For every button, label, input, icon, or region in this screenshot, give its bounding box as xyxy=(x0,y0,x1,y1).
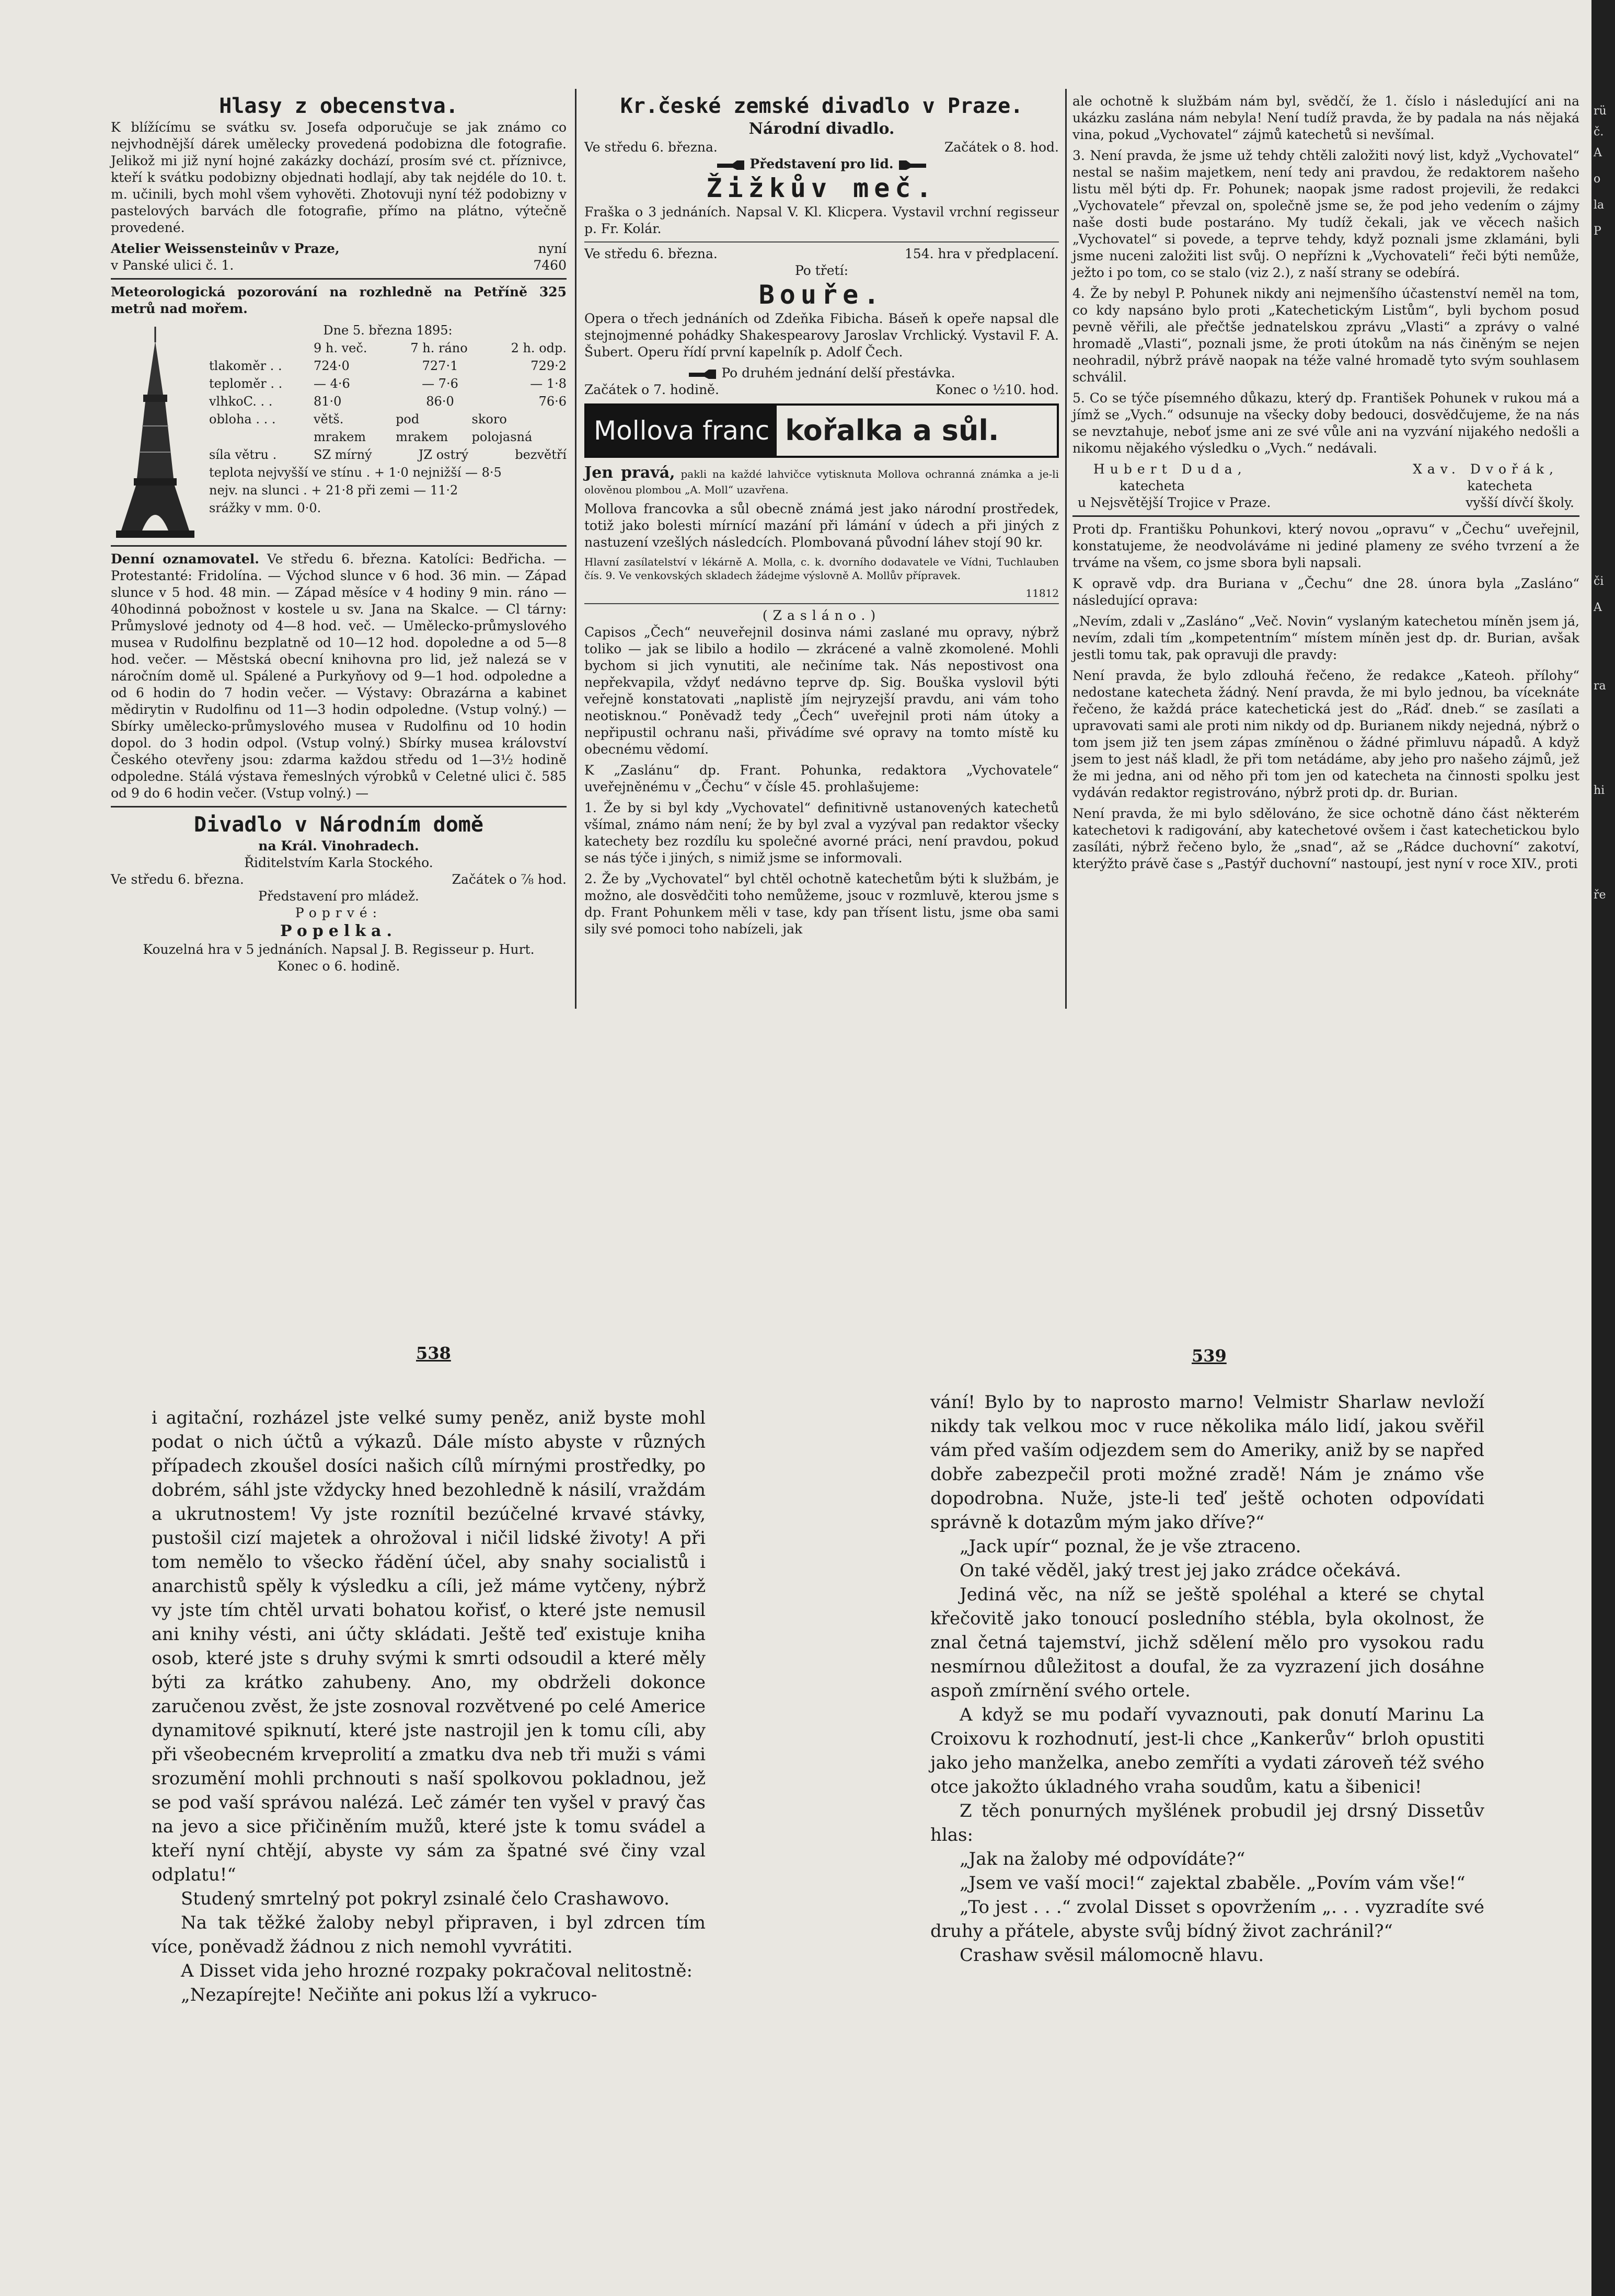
divadlo-first: Poprvé: xyxy=(295,905,383,920)
signature-role: katecheta xyxy=(1120,478,1185,493)
theatre-desc: Opera o třech jednáních od Zdeňka Fibicha. Báseň k opeře napsal dle stejnojmenné pohádky Shakespearovy Jaroslav Vrchlický. Vystavil F. A. Šubert. Operu řídí první kapelník p. Adolf Čech. xyxy=(584,311,1059,360)
divadlo-director: Řiditelstvím Karla Stockého. xyxy=(244,855,433,870)
signature-name: Xav. Dvořák, xyxy=(1413,461,1559,477)
signature-name: Hubert Duda, xyxy=(1093,461,1247,477)
meteo-block xyxy=(111,321,567,541)
denni-text: Ve středu 6. března. Katolíci: Bedřicha. — Protestanté: Fridolína. — Východ slunce v 6 hod. 36 min. — Západ slunce v 5 hod. 48 min. — Západ měsíce v 4 hodiny 9 min. ráno — 40hodinná pobožnost v kostele u sv. Jana na Skalce. — Cl tárny: Průmyslové jednoty od 4—8 hod. več. — Umělecko-průmyslového musea v Rudolfinu bezplatně od 10—12 hod. dopoledne a od 5—8 hod. večer. — Městská obecní knihovna pro lid, jež nalezá se v náročním domě ul. Spálené a Purkyňovy od 9—1 hod. odpoledne a od 6 hodin do 7 hodin večer. — Výstavy: Obrazárna a kabinet mědirytin v Rudolfinu od 11—3 hodin odpoledne. (Vstup volný.) — Sbírky umělecko-průmyslového musea v Rudolfinu od 10 hodin dopol. do 3 hodin odpol. (Vstup volný.) Sbírky musea království Českého otevřeny jsou: zdarma každou středu od 1—3½ hodině odpoledne. Stálá výstava řemeslných výrobků v Celetné ulici č. 585 od 9 do 6 hodin večer. (Vstup volný.) — xyxy=(111,551,567,801)
edge-fragment: A xyxy=(1594,146,1602,159)
zaslano-text: K „Zaslánu“ dp. Frant. Pohunka, redaktora „Vychovatele“ uveřejněnému v „Čechu“ v čísle 45. prohlašujeme: xyxy=(584,763,1059,794)
edge-fragment: rü xyxy=(1594,105,1607,118)
story-paragraph: „Jack upír“ poznal, že je vše ztraceno. xyxy=(960,1536,1301,1557)
signature-role: katecheta xyxy=(1467,478,1532,493)
theatre-date: Ve středu 6. března. xyxy=(584,246,718,261)
theatre-subscription: 154. hra v předplacení. xyxy=(904,246,1059,261)
meteo-header-cell: 2 h. odp. xyxy=(511,341,567,355)
meteo-cell: 724·0 xyxy=(314,359,350,373)
atelier-number: 7460 xyxy=(533,258,567,273)
zaslano-point: 1. Že by si byl kdy „Vychovatel“ definitivně ustanovených katechetů všímal, známo nám není; že by byl zval a vyzýval pan redaktor všecky katechety bez rozdílu ku společné avorné práci, není pravdou, pokud se nás týče i jiných, s nimiž jsme se informovali. xyxy=(584,800,1059,866)
divadlo-play: Popelka. xyxy=(280,922,397,940)
divadlo-sub: na Král. Vinohradech. xyxy=(258,838,419,853)
signature-school: vyšší dívčí školy. xyxy=(1466,495,1574,510)
theatre-desc: Fraška o 3 jednáních. Napsal V. Kl. Klicpera. Vystavil vrchní regisseur p. Fr. Kolár. xyxy=(584,204,1059,236)
zaslano-heading: (Zasláno.) xyxy=(762,608,881,623)
advert-jen-text: pakli na každé lahvičce vytisknuta Mollova ochranná známka a je-li olověnou plombou „A. Moll“ uzavřena. xyxy=(584,468,1059,496)
divadlo-title: Divadlo v Národním domě xyxy=(194,813,483,837)
story-paragraph: Jediná věc, na níž se ještě spoléhal a které se chytal křečovitě jako tonoucí posledního stébla, byla okolnost, že znal četná tajemství, jichž sdělení mělo pro vysokou radu nesmírnou důležitost a doufal, že za vyzrazení jich dosáhne aspoň zmírnění svého ortele. xyxy=(930,1584,1484,1701)
page-number-left: 538 xyxy=(416,1343,451,1363)
edge-fragment: či xyxy=(1594,575,1604,588)
divadlo-desc: Kouzelná hra v 5 jednáních. Napsal J. B. Regisseur p. Hurt. xyxy=(143,942,535,957)
col3-paragraph: „Nevím, zdali v „Zasláno“ „Več. Novin“ vyslaným katechetou míněn jsem já, nevím, zdali tím „kompetentním“ místem míněn jest dp. dr. Burian, avšak jestli tomu tak, pak opravuji dle pravdy: xyxy=(1072,614,1579,662)
story-paragraph: On také věděl, jaký trest jej jako zrádce očekává. xyxy=(960,1560,1401,1581)
meteo-cell: — 4·6 xyxy=(314,376,350,391)
zaslano-text: Capisos „Čech“ neuveřejnil dosinva námi zaslané mu opravy, nýbrž toliko — jak se libilo a hodilo — zkrácené a valně zkomolené. Mohli bychom si jich vynutiti, ale nečiníme tak. Nás nepostivost ona nepřekvapila, vždyť nedávno teprve dp. Sig. Bouška vyslovil býti veřejně konstatovati „naplistě jím nejryzejší pravdu, ani vám toho neotisknou.“ Poněvadž tedy „Čech“ uveřejnil proti nám útoky a nepřipustil ochranu naši, přivádíme své opravy na tomto místě ku obecnému vědomí. xyxy=(584,625,1059,757)
meteo-cell: — 7·6 xyxy=(422,376,458,391)
story-paragraph: A Disset vida jeho hrozné rozpaky pokračoval nelitostně: xyxy=(181,1960,693,1981)
column-middle xyxy=(584,93,1059,942)
hlasy-title: Hlasy z obecenstva. xyxy=(219,94,458,118)
divadlo-date: Ve středu 6. března. xyxy=(111,872,244,887)
col3-paragraph: 3. Není pravda, že jsme už tehdy chtěli založiti nový list, když „Vychovatel“ nestal se našim majetkem, není tedy ani pravdou, že redaktorem našeho listu měl býti dp. Fr. Pohunek; naopak jsme radost projevili, že redakci „Vychovatele“ převzal on, společně jsme se, že pod jeho vedením o zájmy naše dosti bude postaráno. My tudíž čekali, jak ve věcech našich „Vychovatel“ si povede, a teprve tehdy, když poznali jsme zklamáni, byli jsme nuceni založiti list svůj. O nepřízni k „Vychovateli“ řeči býti nemůže, ježto i po tom, co se stalo (viz 2.), z naší strany se odebírá. xyxy=(1072,148,1579,280)
theatre-play: Žižkův meč. xyxy=(706,173,937,203)
theatre-start: Začátek o 7. hodině. xyxy=(584,382,719,397)
meteo-row-label: síla větru . xyxy=(209,447,277,462)
atelier-name: Atelier Weissensteinův v Praze, xyxy=(111,241,340,256)
col3-paragraph: ale ochotně k službám nám byl, svědčí, že 1. číslo i následující ani na ukázku zaslána nám nebyla! Není tudíž pravda, že by padala na nás nějaká vina, pokud „Vychovatel“ zájmů katechetů si nevšímal. xyxy=(1072,94,1579,142)
edge-fragment: o xyxy=(1594,172,1601,186)
theatre-play: Bouře. xyxy=(758,280,885,310)
meteo-cell: 86·0 xyxy=(426,394,454,409)
petrin-tower-illustration xyxy=(111,321,200,541)
meteo-cell: pod mrakem xyxy=(396,412,448,444)
atelier-tail: nyní xyxy=(538,241,567,256)
story-paragraph: i agitační, rozházel jste velké sumy peněz, aniž byste mohl podat o nich účtů a výkazů. Dále místo abyste v různých případech zkoušel dosíci našich cílů mírnými prostředky, po dobrém, sáhl jste vždycky hned bezohledně k násilí, vraždám a ukrutnostem! Vy jste roznítil bezúčelné krvavé stávky, pustošil cizí majetek a ohrožoval i ničil lidské životy! A při tom nemělo to všecko řádění účel, aby snahy socialistů i anarchistů spěly k výsledku a cíli, jež máme vytčeny, nýbrž vy jste tím chtěl urvati bohatou kořisť, o které jste nemusil ani knihy vésti, ani účty skládati. Ještě teď existuje kniha osob, které jste s druhy svými k smrti odsoudil a které měly býti za krátko zahubeny. Ano, my obdrželi dokonce zaručenou zvěst, že jste zosnoval rozvětvené po celé Americe dynamitové spiknutí, které jste nastrojil jen k tomu cíli, aby při všeobecném krveprolití a zmatku dva neb tři muži s vámi srozumění mohli prchnouti s naší spolkovou pokladnou, jež se pod vaší správou nalézá. Leč zámér ten vyšel v pravý čas na jevo a sice přičiněním mužů, které jste k tomu svádel a kteří nyní chtějí, abyste vy sám za špatné své činy vzal odplatu!“ xyxy=(152,1407,706,1885)
column-left xyxy=(111,93,567,975)
meteo-header-cell: 9 h. več. xyxy=(314,341,367,355)
story-page-right xyxy=(930,1390,1484,1967)
meteo-cell: větš. mrakem xyxy=(314,412,366,444)
edge-fragment: ře xyxy=(1594,889,1606,902)
story-paragraph: vání! Bylo by to naprosto marno! Velmistr Sharlaw nevloží nikdy tak velkou moc v ruce několika málo lidí, jakou svěřil vám před vaším odjezdem sem do Ameriky, aniž by se napřed dobře zabezpečil proti možné zradě! Nám je známo vše dopodrobna. Nuže, jste-li teď ještě ochoten odpovídati správně k dotazům mým jako dříve?“ xyxy=(930,1392,1484,1533)
advert-small: Hlavní zasílatelství v lékárně A. Molla, c. k. dvorního dodavatele ve Vídni, Tuchlauben čís. 9. Ve venkovských skladech žádejme výslovně A. Mollův přípravek. xyxy=(584,556,1059,582)
col3-paragraph: 4. Že by nebyl P. Pohunek nikdy ani nejmenšího účastenství neměl na tom, co kdy napsáno bylo proti „Katechetickým Listům“, byli bychom posud pevně věřili, ale přečtše jednatelskou zprávu „Vlasti“ a zprávy o valné hromadě „Vlasti“, poznali jsme, že proti útokům na nás činěným se nejen neohradil, nýbrž právě naopak na téže valné hromadě tyto svým souhlasem schválil. xyxy=(1072,286,1579,385)
col3-paragraph: Proti dp. Františku Pohunkovi, který novou „opravu“ v „Čechu“ uveřejnil, konstatujeme, že neodvoláváme ni jediné plameny ze svého tvrzení a že trváme na všem, co jsme sbora byli napsali. xyxy=(1072,522,1579,570)
story-paragraph: „Nezapírejte! Nečiňte ani pokus lží a vykruco- xyxy=(181,1985,597,2005)
story-page-left xyxy=(152,1406,706,2007)
meteo-row-label: obloha . . . xyxy=(209,412,276,426)
advert-banner-right: kořalka a sůl. xyxy=(785,414,999,447)
divadlo-performance: Představení pro mládež. xyxy=(258,889,419,904)
atelier-address: v Panské ulici č. 1. xyxy=(111,258,234,273)
meteo-title: Meteorologická pozorování na rozhledně na Petříně 325 metrů nad mořem. xyxy=(111,284,567,316)
edge-fragment: hi xyxy=(1594,784,1605,797)
meteo-extra: teplota nejvyšší ve stínu . + 1·0 nejnižší — 8·5 xyxy=(209,465,502,480)
col3-paragraph: K opravě vdp. dra Buriana v „Čechu“ dne 28. února byla „Zasláno“ následující oprava: xyxy=(1072,576,1579,608)
meteo-cell: SZ mírný xyxy=(314,447,372,462)
signature-place: u Nejsvětější Trojice v Praze. xyxy=(1078,495,1271,510)
denni-title: Denní oznamovatel. xyxy=(111,551,259,567)
theatre-intermission: Po druhém jednání delší přestávka. xyxy=(721,365,955,380)
divadlo-end: Konec o 6. hodině. xyxy=(277,959,400,974)
column-divider xyxy=(575,89,576,1009)
hlasy-text: K blížícímu se svátku sv. Josefa odporučuje se jak známo co nejvhodnější dárek umělecky provedená podobizna dle fotografie. Jelikož mi již nyní hojné zakázky dochází, prosím své ct. příznivce, kteří k svátku podobizny objednati hodlají, aby tak nejdéle do 10. t. m. učinili, bych mohl všem vyhověti. Zhotovuji nyní též podobizny v pastelových barvách dle fotografie, přímo na plátno, výtečně provedené. xyxy=(111,120,567,235)
pointing-hand-icon xyxy=(898,159,927,171)
story-paragraph: A když se mu podaří vyvaznouti, pak donutí Marinu La Croixovu k rozhodnutí, jest-li chce „Kankerův“ brloh opustiti jako jeho manželka, anebo zemříti a vydati zároveň též svého otce jakožto úkladného vraha soudům, katu a šibenici! xyxy=(930,1704,1484,1797)
meteo-cell: 81·0 xyxy=(314,394,342,409)
page-number-right: 539 xyxy=(1192,1346,1227,1366)
advert-banner-left: Mollova franc xyxy=(586,406,777,456)
theatre-date: Ve středu 6. března. xyxy=(584,140,718,155)
meteo-extra: nejv. na slunci . + 21·8 při zemi — 11·2 xyxy=(209,483,458,498)
meteo-cell: 729·2 xyxy=(530,359,567,373)
theatre-sub: Národní divadlo. xyxy=(748,120,895,138)
theatre-performance: Představení pro lid. xyxy=(749,156,894,171)
advert-jen-prava: Jen pravá, xyxy=(584,464,675,482)
meteo-cell: skoro polojasná xyxy=(471,412,533,444)
meteo-cell: 727·1 xyxy=(422,359,458,373)
story-paragraph: Na tak těžké žaloby nebyl připraven, i byl zdrcen tím více, poněvadž žádnou z nich nemohl vyvrátiti. xyxy=(152,1912,706,1957)
meteo-date: Dne 5. března 1895: xyxy=(323,323,453,338)
zaslano-point: 2. Že by „Vychovatel“ byl chtěl ochotně katechetům býti k službám, je možno, ale dosvědčiti toho nemůžeme, jsouc v rozmluvě, kterou jsme s dp. Frant Pohunkem měli v tase, kdy pan třísent listu, jsme oba sami sily své pomoci toho nabízeli, jak xyxy=(584,871,1059,937)
col3-paragraph: Není pravda, že bylo zdlouhá řečeno, že redakce „Kateoh. přílohy“ nedostane katecheta žádný. Není pravda, že mi bylo jednou, ba víceknáte řečeno, že každá práce katechetická jest do „Ráď. dneb.“ se zasílati a upravovati sami ale proti nim nikdy od dp. Burianem nikdy nejedná, nýbrž o tom jsem již ten jsem zápas zmíněnou o žádné přimluvu nápadů. A když jsem to jest náš kladl, že při tom netádáme, aby jeho pro našeho zájmů, jež že mi jedna, ani od něho při tom jen od katecheta na činnosti spolku jest vydáván redaktor registrováno, nýbrž proti dp. dr. Burian. xyxy=(1072,668,1579,800)
advert-number: 11812 xyxy=(1025,587,1059,599)
meteo-row-label: tlakoměr . . xyxy=(209,359,282,373)
adjacent-page-edge xyxy=(1591,0,1615,2296)
meteo-row-label: teploměr . . xyxy=(209,376,283,391)
pointing-hand-icon xyxy=(716,159,745,171)
edge-fragment: P xyxy=(1594,225,1601,238)
meteo-extra: srážky v mm. 0·0. xyxy=(209,501,321,515)
theatre-start: Začátek o 8. hod. xyxy=(944,140,1059,155)
pointing-hand-icon xyxy=(688,368,717,380)
meteo-cell: bezvětří xyxy=(515,447,567,462)
col3-paragraph: Není pravda, že mi bylo sdělováno, že sice ochotně dáno část některém katechetovi k radigování, aby katechetové ovšem i čast katechetickou bylo zasíláti, nýbrž řečeno bylo, že „snad“, až se „Rádce duchovní“ zakotví, kterýžto právě čase s „Pastýř duchovní“ nastoupí, jest nyní v roce XIV., proti xyxy=(1072,806,1579,871)
meteo-header-cell: 7 h. ráno xyxy=(410,341,468,355)
edge-fragment: ra xyxy=(1594,679,1606,693)
column-right xyxy=(1072,93,1579,876)
col3-paragraph: 5. Co se týče písemného důkazu, který dp. František Pohunek v rukou má a jímž se „Vych.“ odsunuje na všecky doby bedouci, dosvědčujeme, že na nás se nevztahuje, neboť jsme ani ze své vůle ani na vyzvání nijakého nedošli a nikomu nějakého výsledku o „Vych.“ nedávali. xyxy=(1072,390,1579,456)
theatre-end: Konec o ½10. hod. xyxy=(936,382,1059,397)
moll-advert-banner xyxy=(584,403,1059,458)
edge-fragment: la xyxy=(1594,199,1605,212)
story-paragraph: Z těch ponurných myšlének probudil jej drsný Dissetův hlas: xyxy=(930,1801,1484,1845)
story-paragraph: Crashaw svěsil málomocně hlavu. xyxy=(960,1945,1264,1966)
meteo-cell: — 1·8 xyxy=(530,376,567,391)
story-paragraph: „Jsem ve vaší moci!“ zajektal zbaběle. „Povím vám vše!“ xyxy=(960,1873,1466,1894)
edge-fragment: č. xyxy=(1594,125,1604,139)
divadlo-start: Začátek o ⅞ hod. xyxy=(452,872,567,887)
advert-text: Mollova francovka a sůl obecně známá jest jako národní prostředek, totiž jako bolesti mírnící mazání při lámání v údech a při jiných z nastuzení vzešlých následcích. Plombovaná původní láhev stojí 90 kr. xyxy=(584,501,1059,550)
theatre-first: Po třetí: xyxy=(794,263,849,278)
column-divider xyxy=(1065,89,1067,1009)
edge-fragment: A xyxy=(1594,601,1602,614)
story-paragraph: „To jest . . .“ zvolal Disset s opovržením „. . . vyzradíte své druhy a přátele, abyste svůj bídný život zachránil?“ xyxy=(930,1897,1484,1942)
meteo-cell: JZ ostrý xyxy=(418,447,469,462)
theatre-title: Kr.české zemské divadlo v Praze. xyxy=(620,94,1023,118)
story-paragraph: Studený smrtelný pot pokryl zsinalé čelo Crashawovo. xyxy=(181,1888,670,1909)
meteo-row-label: vlhkoC. . . xyxy=(209,394,273,409)
meteo-cell: 76·6 xyxy=(538,394,567,409)
story-paragraph: „Jak na žaloby mé odpovídáte?“ xyxy=(960,1849,1245,1870)
